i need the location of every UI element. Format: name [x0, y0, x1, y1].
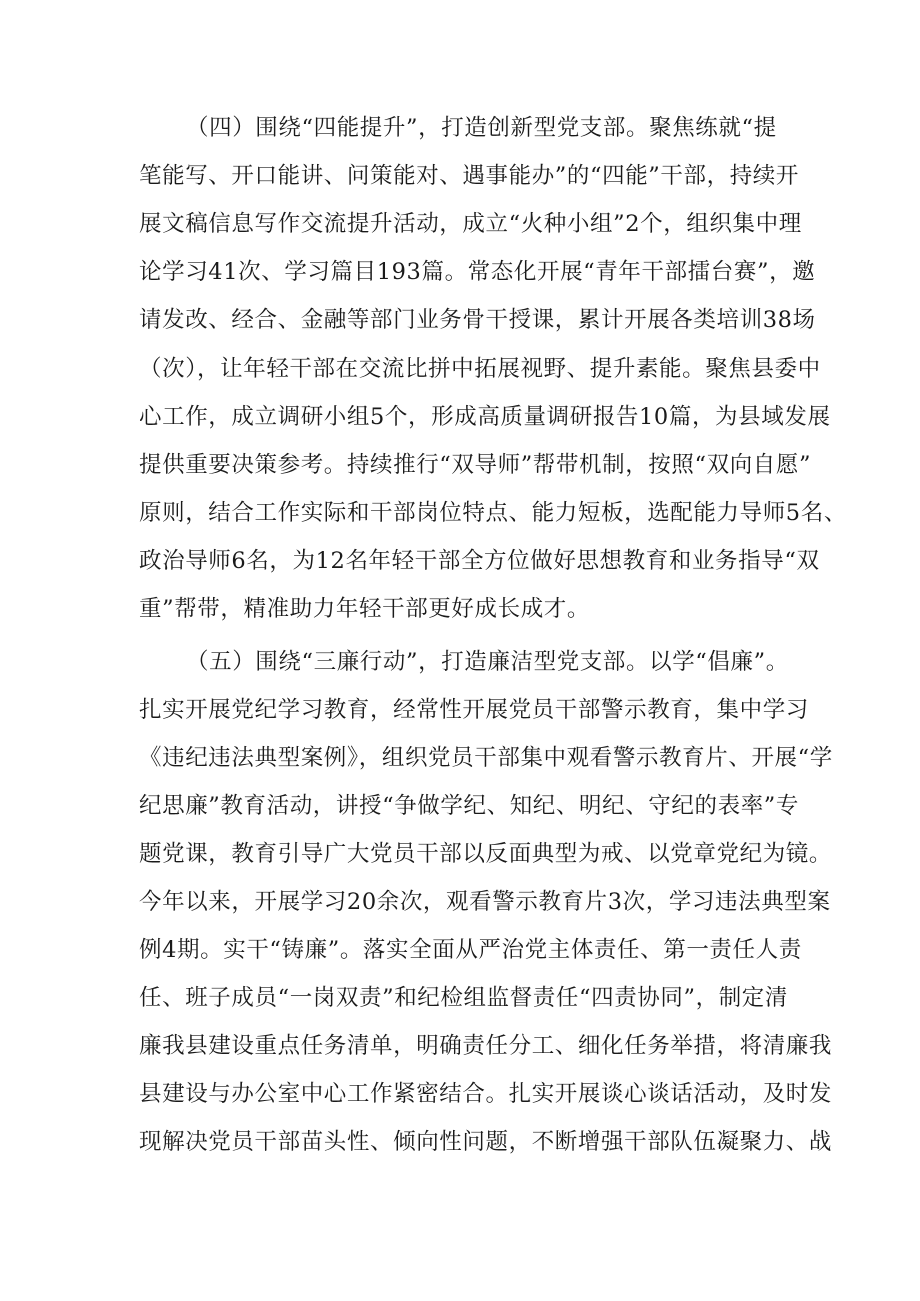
text-line: 论学习41次、学习篇目193篇。常态化开展“青年干部擂台赛”，邀	[139, 259, 816, 285]
text-line: 笔能写、开口能讲、问策能对、遇事能办”的“四能”干部，持续开	[139, 163, 800, 189]
text-line: 展文稿信息写作交流提升活动，成立“火种小组”2个，组织集中理	[139, 211, 802, 237]
text-line: 例4期。实干“铸廉”。落实全面从严治党主体责任、第一责任人责	[139, 937, 802, 963]
text-line: （四）围绕“四能提升”，打造创新型党支部。聚焦练就“提	[186, 115, 777, 141]
text-line: 纪思廉”教育活动，讲授“争做学纪、知纪、明纪、守纪的表率”专	[139, 793, 800, 819]
text-line: 扎实开展党纪学习教育，经常性开展党员干部警示教育，集中学习	[139, 697, 809, 723]
text-line: 请发改、经合、金融等部门业务骨干授课，累计开展各类培训38场	[139, 307, 816, 333]
text-line: 任、班子成员“一岗双责”和纪检组监督责任“四责协同”，制定清	[139, 985, 789, 1011]
text-line: 重”帮带，精准助力年轻干部更好成长成才。	[139, 596, 591, 622]
text-line: 心工作，成立调研小组5个，形成高质量调研报告10篇，为县域发展	[139, 404, 831, 430]
text-line: 《违纪违法典型案例》，组织党员干部集中观看警示教育片、开展“学	[139, 745, 833, 771]
text-line: 现解决党员干部苗头性、倾向性问题，不断增强干部队伍凝聚力、战	[139, 1129, 833, 1155]
text-line: （五）围绕“三廉行动”，打造廉洁型党支部。以学“倡廉”。	[186, 649, 789, 675]
text-line: 原则，结合工作实际和干部岗位特点、能力短板，选配能力导师5名、	[139, 500, 847, 526]
text-line: 廉我县建设重点任务清单，明确责任分工、细化任务举措，将清廉我	[139, 1033, 833, 1059]
text-line: 政治导师6名，为12名年轻干部全方位做好思想教育和业务指导“双	[139, 548, 820, 574]
text-line: 题党课，教育引导广大党员干部以反面典型为戒、以党章党纪为镜。	[139, 841, 833, 867]
text-line: （次），让年轻干部在交流比拼中拓展视野、提升素能。聚焦县委中	[139, 356, 821, 382]
text-line: 提供重要决策参考。持续推行“双导师”帮带机制，按照“双向自愿”	[139, 452, 812, 478]
text-line: 今年以来，开展学习20余次，观看警示教育片3次，学习违法典型案	[139, 889, 831, 915]
text-line: 县建设与办公室中心工作紧密结合。扎实开展谈心谈话活动，及时发	[139, 1081, 833, 1107]
